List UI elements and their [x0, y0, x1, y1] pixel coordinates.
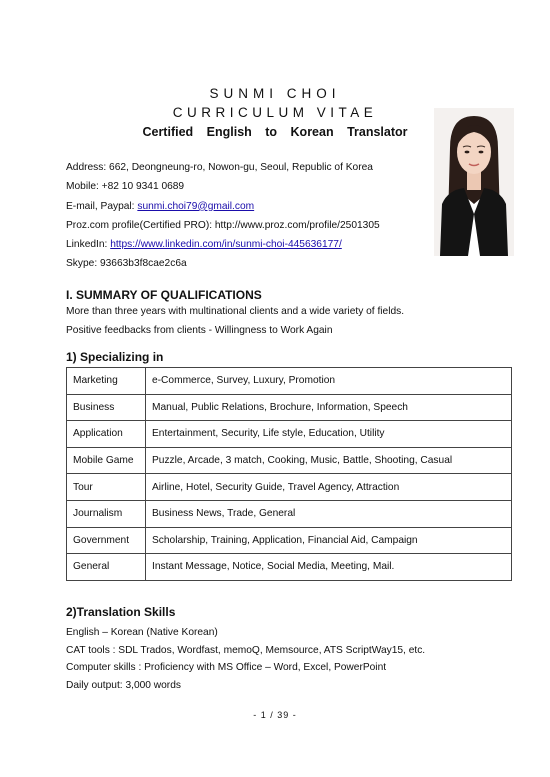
summary-line-2: Positive feedbacks from clients - Willingness to Work Again: [66, 325, 333, 336]
translation-skills-list: [66, 624, 425, 695]
specialization-fields: Puzzle, Arcade, 3 match, Cooking, Music, Battle, Shooting, Casual: [146, 447, 512, 474]
skill-line: English – Korean (Native Korean): [66, 627, 218, 638]
document-title: CURRICULUM VITAE: [172, 105, 378, 120]
specializing-table: [66, 367, 512, 581]
specialization-row: [67, 368, 512, 395]
skill-line: CAT tools : SDL Trados, Wordfast, memoQ, Memsource, ATS ScriptWay15, etc.: [66, 644, 426, 656]
specialization-fields: Scholarship, Training, Application, Financial Aid, Campaign: [146, 527, 512, 554]
linkedin-label: LinkedIn:: [66, 239, 111, 251]
candidate-name: SUNMI CHOI: [209, 86, 341, 101]
specialization-row: [67, 500, 512, 527]
specialization-fields: Instant Message, Notice, Social Media, Meeting, Mail.: [146, 554, 512, 581]
skill-line: Computer skills : Proficiency with MS Office – Word, Excel, PowerPoint: [66, 662, 387, 674]
email-label: E-mail, Paypal:: [66, 200, 138, 212]
specialization-fields: Manual, Public Relations, Brochure, Information, Speech: [146, 394, 512, 421]
profile-photo: [434, 108, 514, 256]
translation-skills-heading: 2)Translation Skills: [66, 605, 176, 619]
document-subtitle: Certified English to Korean Translator: [142, 125, 408, 139]
email-link[interactable]: sunmi.choi79@gmail.com: [137, 200, 255, 212]
summary-heading: I. SUMMARY OF QUALIFICATIONS: [66, 288, 262, 302]
linkedin-line: [66, 235, 380, 254]
specialization-fields: e-Commerce, Survey, Luxury, Promotion: [146, 368, 512, 395]
specialization-category: Tour: [67, 474, 146, 501]
linkedin-link[interactable]: https://www.linkedin.com/in/sunmi-choi-445636177/: [110, 239, 342, 251]
mobile-line: Mobile: +82 10 9341 0689: [66, 181, 185, 193]
email-line: [66, 197, 380, 216]
skype-line: Skype: 93663b3f8cae2c6a: [66, 258, 187, 270]
specialization-category: Marketing: [67, 368, 146, 395]
summary-line-1: More than three years with multinational clients and a wide variety of fields.: [66, 306, 405, 317]
specialization-fields: Entertainment, Security, Life style, Education, Utility: [146, 421, 512, 448]
contact-block: [66, 158, 380, 274]
specialization-category: Application: [67, 421, 146, 448]
proz-line: Proz.com profile(Certified PRO): http://www.proz.com/profile/2501305: [66, 219, 380, 231]
specialization-row: [67, 421, 512, 448]
page-number: - 1 / 39 -: [253, 710, 297, 720]
specialization-row: [67, 554, 512, 581]
specializing-heading: 1) Specializing in: [66, 350, 164, 364]
specialization-row: [67, 474, 512, 501]
address-line: Address: 662, Deongneung-ro, Nowon-gu, Seoul, Republic of Korea: [66, 162, 373, 173]
specialization-row: [67, 394, 512, 421]
specialization-row: [67, 447, 512, 474]
specialization-category: Government: [67, 527, 146, 554]
specialization-fields: Business News, Trade, General: [146, 500, 512, 527]
specialization-row: [67, 527, 512, 554]
specialization-category: General: [67, 554, 146, 581]
specialization-category: Mobile Game: [67, 447, 146, 474]
specialization-category: Journalism: [67, 500, 146, 527]
specialization-category: Business: [67, 394, 146, 421]
portrait-image: [434, 108, 514, 256]
skill-line: Daily output: 3,000 words: [66, 680, 181, 692]
specialization-fields: Airline, Hotel, Security Guide, Travel Agency, Attraction: [146, 474, 512, 501]
